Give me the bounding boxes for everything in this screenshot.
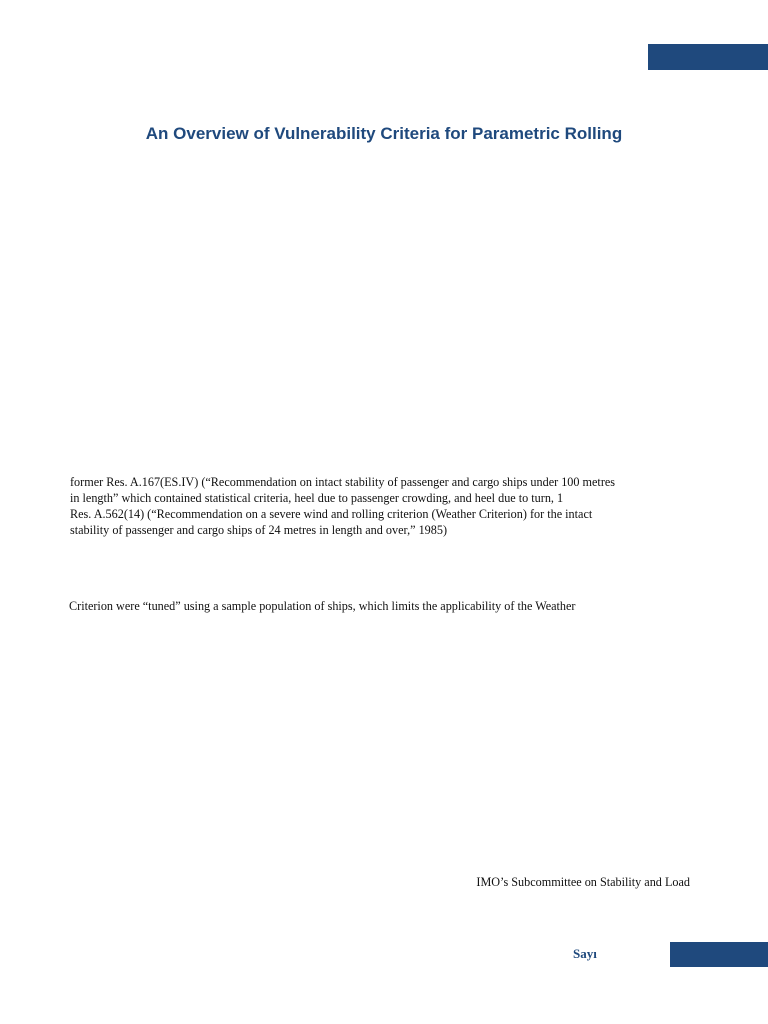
paragraph-imo-subcommittee: IMO’s Subcommittee on Stability and Load [476, 875, 690, 889]
paragraph-criterion: Criterion were “tuned” using a sample population of ships, which limits the applicability of the Weather [69, 599, 576, 613]
paragraph-resolutions [70, 474, 698, 538]
header-accent-bar [648, 44, 768, 70]
footer-issue-label: Sayı [573, 946, 597, 961]
paragraph-line: Res. A.562(14) (“Recommendation on a severe wind and rolling criterion (Weather Criterion) for the intact [70, 507, 593, 521]
footer-accent-bar [670, 942, 768, 967]
paragraph-line: stability of passenger and cargo ships of 24 metres in length and over,” 1985) [70, 523, 448, 537]
document-title: An Overview of Vulnerability Criteria for Parametric Rolling [145, 124, 623, 143]
paragraph-line: in length” which contained statistical criteria, heel due to passenger crowding, and heel due to turn, 1 [70, 491, 564, 505]
paragraph-line: former Res. A.167(ES.IV) (“Recommendation on intact stability of passenger and cargo ships under 100 metres [70, 475, 616, 489]
